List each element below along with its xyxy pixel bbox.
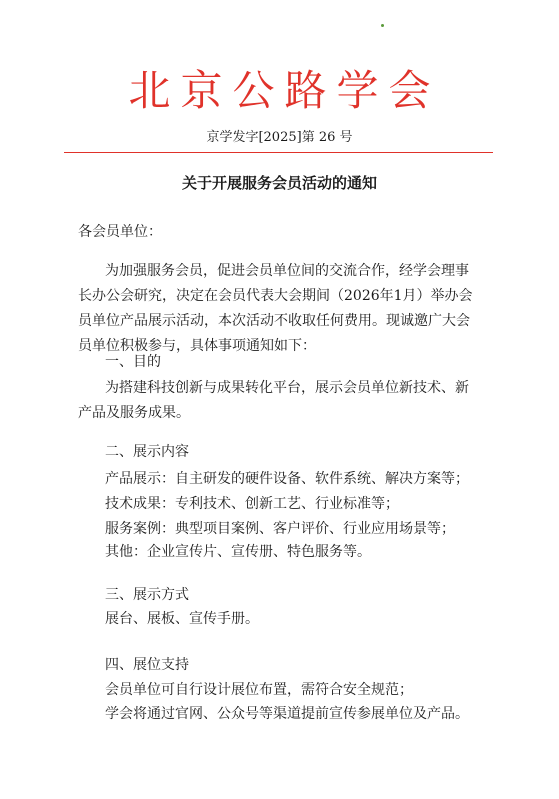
- intro-line: 员单位积极参与，具体事项通知如下：: [78, 338, 316, 354]
- section-line: 技术成果：专利技术、创新工艺、行业标准等；: [105, 496, 399, 512]
- section-heading: 四、展位支持: [105, 657, 189, 673]
- notice-title: 关于开展服务会员活动的通知: [181, 174, 377, 192]
- decorative-dot: [381, 24, 384, 27]
- intro-line: 为加强服务会员，促进会员单位间的交流合作，经学会理事: [105, 263, 469, 279]
- section-line: 服务案例：典型项目案例、客户评价、行业应用场景等；: [105, 521, 455, 537]
- section-heading: 三、展示方式: [105, 587, 189, 603]
- section-line: 产品展示：自主研发的硬件设备、软件系统、解决方案等；: [105, 471, 469, 487]
- salutation: 各会员单位：: [78, 224, 162, 240]
- organization-name: 北京公路学会: [128, 66, 441, 115]
- section-heading: 二、展示内容: [105, 444, 189, 460]
- section-line: 为搭建科技创新与成果转化平台，展示会员单位新技术、新: [105, 380, 469, 396]
- intro-line: 长办公会研究，决定在会员代表大会期间（2026年1月）举办会: [78, 288, 473, 304]
- section-line: 其他：企业宣传片、宣传册、特色服务等。: [105, 544, 371, 560]
- document-number: 京学发字[2025]第 26 号: [206, 130, 353, 145]
- section-line: 学会将通过官网、公众号等渠道提前宣传参展单位及产品。: [105, 706, 469, 722]
- header-divider: [64, 152, 493, 153]
- section-line: 会员单位可自行设计展位布置，需符合安全规范；: [105, 682, 413, 698]
- section-line: 展台、展板、宣传手册。: [105, 611, 259, 627]
- section-heading: 一、目的: [105, 354, 161, 370]
- intro-line: 员单位产品展示活动，本次活动不收取任何费用。现诚邀广大会: [78, 313, 470, 329]
- section-line: 产品及服务成果。: [78, 405, 190, 421]
